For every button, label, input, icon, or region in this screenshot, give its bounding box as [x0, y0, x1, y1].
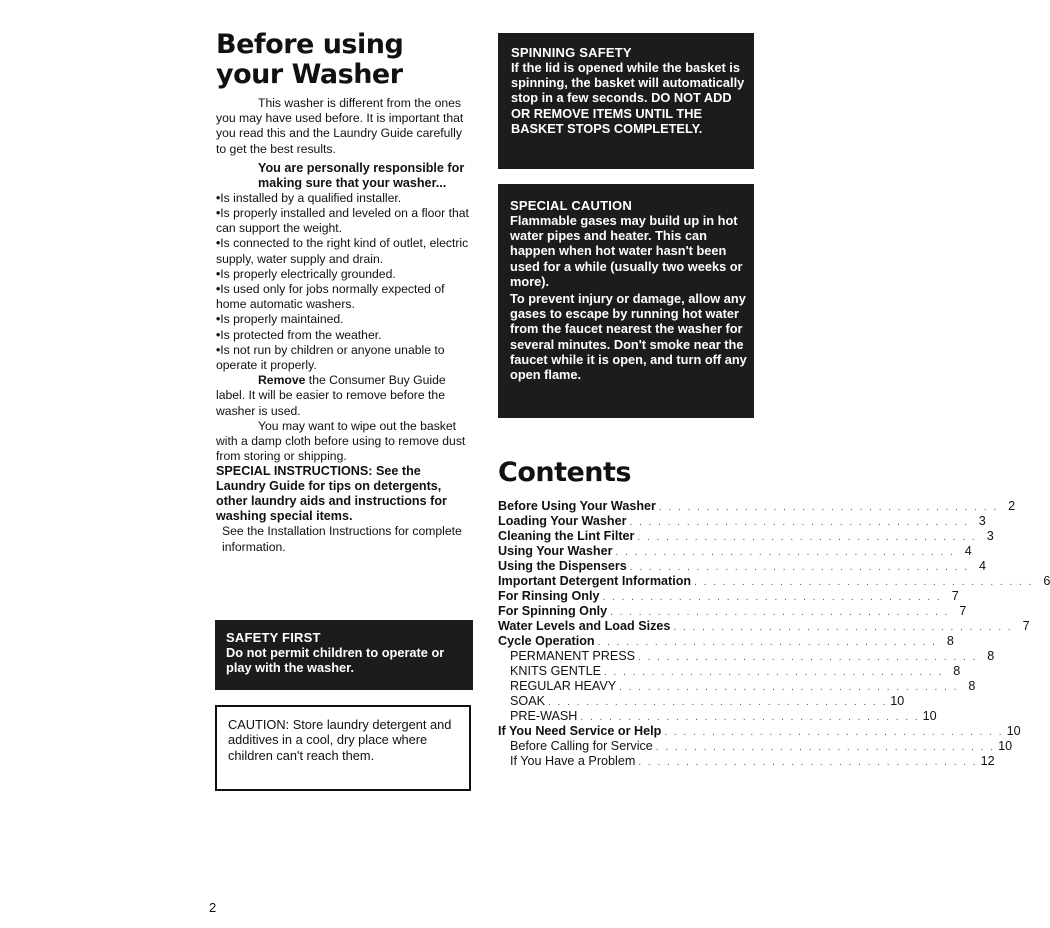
toc-leader-dots: . . . . . . . . . . . . . . . . . . . . . . . . . . . . . . . . . . . . [603, 667, 944, 678]
toc-entry-page: 7 [951, 589, 959, 603]
list-item: • Is installed by a qualified installer. [216, 191, 472, 206]
toc-entry-page: 6 [1043, 574, 1050, 588]
table-of-contents [498, 499, 1050, 769]
remove-text: the Consumer Buy Guide label. It will be easier to remove before the washer is used. [216, 373, 446, 418]
spinning-safety-body [511, 60, 746, 136]
toc-entry-label: Cycle Operation [498, 634, 595, 648]
toc-entry [498, 724, 1021, 739]
toc-entry-page: 10 [1006, 724, 1021, 738]
toc-entry-page: 7 [959, 604, 967, 618]
list-item: • Is protected from the weather. [216, 328, 472, 343]
toc-entry-page: 12 [980, 754, 995, 768]
toc-entry-label: Using Your Washer [498, 544, 613, 558]
caution-box: CAUTION: Store laundry detergent and additives in a cool, dry place where children can't reach them. [215, 705, 471, 791]
toc-leader-dots: . . . . . . . . . . . . . . . . . . . . . . . . . . . . . . . . . . . . [638, 652, 978, 663]
safety-first-body: Do not permit children to operate or play with the washer. [226, 645, 445, 676]
toc-entry [498, 544, 972, 559]
toc-entry-label: If You Have a Problem [510, 754, 636, 768]
title-line-2: your Washer [216, 59, 403, 90]
special-caution-body-1: Flammable gases may build up in hot water pipes and heater. This can happen when hot water hasn't been used for a while (usually two weeks or more). [510, 213, 743, 289]
toc-entry [498, 679, 976, 694]
toc-entry [498, 514, 986, 529]
toc-leader-dots: . . . . . . . . . . . . . . . . . . . . . . . . . . . . . . . . . . . . [580, 712, 920, 723]
spinning-safety-text: If the lid is opened while the basket is spinning, the basket will automatically stop in a few seconds. [511, 60, 745, 106]
safety-first-box [215, 620, 473, 690]
spinning-safety-title: SPINNING SAFETY [511, 45, 632, 60]
toc-entry-label: If You Need Service or Help [498, 724, 662, 738]
toc-entry [498, 754, 995, 769]
toc-entry-page: 4 [979, 559, 987, 573]
toc-entry-page: 8 [968, 679, 976, 693]
list-item: • Is properly electrically grounded. [216, 267, 472, 282]
toc-entry-page: 4 [964, 544, 972, 558]
responsibility-list [216, 191, 472, 373]
toc-entry-label: For Spinning Only [498, 604, 608, 618]
remove-label-paragraph [216, 373, 472, 419]
intro-paragraph: This washer is different from the ones you may have used before. It is important that you read this and the Laundry Guide carefully to get the best results. [216, 96, 464, 156]
toc-entry-page: 10 [998, 739, 1013, 753]
list-item: • Is properly installed and leveled on a floor that can support the weight. [216, 206, 472, 236]
toc-entry [498, 604, 967, 619]
toc-entry-label: Before Calling for Service [510, 739, 653, 753]
toc-entry-page: 3 [986, 529, 994, 543]
list-item: • Is connected to the right kind of outlet, electric supply, water supply and drain. [216, 236, 472, 266]
safety-first-title: SAFETY FIRST [226, 630, 321, 645]
responsibility-heading: You are personally responsible for making sure that your washer... [258, 160, 465, 190]
toc-entry-label: For Rinsing Only [498, 589, 600, 603]
toc-leader-dots: . . . . . . . . . . . . . . . . . . . . . . . . . . . . . . . . . . . . [673, 622, 1013, 633]
toc-entry [498, 559, 987, 574]
toc-entry-label: PRE-WASH [510, 709, 578, 723]
toc-entry-label: REGULAR HEAVY [510, 679, 617, 693]
list-item: • Is properly maintained. [216, 312, 472, 327]
toc-entry [498, 529, 994, 544]
toc-entry-page: 3 [978, 514, 986, 528]
toc-entry [498, 574, 1050, 589]
toc-leader-dots: . . . . . . . . . . . . . . . . . . . . . . . . . . . . . . . . . . . . [629, 562, 970, 573]
list-item: • Is not run by children or anyone unable to operate it properly. [216, 343, 472, 373]
toc-leader-dots: . . . . . . . . . . . . . . . . . . . . . . . . . . . . . . . . . . . . [629, 517, 969, 528]
toc-entry-label: Cleaning the Lint Filter [498, 529, 635, 543]
toc-leader-dots: . . . . . . . . . . . . . . . . . . . . . . . . . . . . . . . . . . . . [548, 697, 888, 708]
toc-entry [498, 664, 961, 679]
toc-entry-page: 8 [987, 649, 995, 663]
toc-entry [498, 499, 1016, 514]
contents-heading: Contents [498, 457, 632, 488]
toc-entry [498, 634, 954, 649]
page-number: 2 [209, 900, 217, 915]
remove-keyword: Remove [258, 373, 306, 388]
spinning-safety-emphasis: DO NOT ADD OR REMOVE ITEMS UNTIL THE BASKET STOPS COMPLETELY. [511, 90, 732, 136]
toc-leader-dots: . . . . . . . . . . . . . . . . . . . . . . . . . . . . . . . . . . . . [638, 757, 978, 768]
toc-leader-dots: . . . . . . . . . . . . . . . . . . . . . . . . . . . . . . . . . . . . [597, 637, 937, 648]
toc-leader-dots: . . . . . . . . . . . . . . . . . . . . . . . . . . . . . . . . . . . . [619, 682, 959, 693]
toc-entry-page: 8 [953, 664, 961, 678]
special-instructions: SPECIAL INSTRUCTIONS: See the Laundry Guide for tips on detergents, other laundry aids and instructions for washing special items. [216, 464, 447, 524]
toc-leader-dots: . . . . . . . . . . . . . . . . . . . . . . . . . . . . . . . . . . . . [658, 502, 999, 513]
toc-entry-label: Water Levels and Load Sizes [498, 619, 671, 633]
toc-entry-page: 2 [1008, 499, 1016, 513]
intro-column [216, 96, 472, 555]
toc-entry [498, 709, 937, 724]
toc-leader-dots: . . . . . . . . . . . . . . . . . . . . . . . . . . . . . . . . . . . . [602, 592, 942, 603]
toc-entry-page: 8 [946, 634, 954, 648]
toc-entry [498, 694, 905, 709]
toc-entry-label: KNITS GENTLE [510, 664, 601, 678]
title-line-1: Before using [216, 29, 404, 60]
toc-entry [498, 649, 995, 664]
special-caution-box [498, 184, 754, 418]
toc-entry-label: SOAK [510, 694, 545, 708]
special-caution-body-2: To prevent injury or damage, allow any gases to escape by running hot water from the faucet nearest the washer for several minutes. Don't smoke near the faucet while it is open, and turn off any open flame. [510, 291, 747, 383]
toc-entry-page: 7 [1022, 619, 1030, 633]
list-item: • Is used only for jobs normally expected of home automatic washers. [216, 282, 472, 312]
wipe-paragraph: You may want to wipe out the basket with a damp cloth before using to remove dust from storing or shipping. [216, 418, 466, 464]
special-caution-title: SPECIAL CAUTION [510, 198, 632, 213]
toc-leader-dots: . . . . . . . . . . . . . . . . . . . . . . . . . . . . . . . . . . . . [610, 607, 950, 618]
toc-entry-label: Using the Dispensers [498, 559, 627, 573]
toc-entry [498, 739, 1013, 754]
toc-leader-dots: . . . . . . . . . . . . . . . . . . . . . . . . . . . . . . . . . . . . [694, 577, 1034, 588]
page-title [216, 30, 476, 90]
toc-leader-dots: . . . . . . . . . . . . . . . . . . . . . . . . . . . . . . . . . . . . [637, 532, 977, 543]
toc-leader-dots: . . . . . . . . . . . . . . . . . . . . . . . . . . . . . . . . . . . . [655, 742, 996, 753]
toc-entry [498, 619, 1030, 634]
spinning-safety-box [498, 33, 754, 169]
toc-entry-page: 10 [922, 709, 937, 723]
toc-entry-label: Important Detergent Information [498, 574, 692, 588]
toc-entry-page: 10 [890, 694, 905, 708]
toc-entry-label: PERMANENT PRESS [510, 649, 636, 663]
toc-leader-dots: . . . . . . . . . . . . . . . . . . . . . . . . . . . . . . . . . . . . [615, 547, 955, 558]
toc-entry-label: Loading Your Washer [498, 514, 627, 528]
installation-note: See the Installation Instructions for complete information. [222, 524, 462, 554]
toc-entry-label: Before Using Your Washer [498, 499, 656, 513]
toc-entry [498, 589, 959, 604]
toc-leader-dots: . . . . . . . . . . . . . . . . . . . . . . . . . . . . . . . . . . . . [664, 727, 1004, 738]
